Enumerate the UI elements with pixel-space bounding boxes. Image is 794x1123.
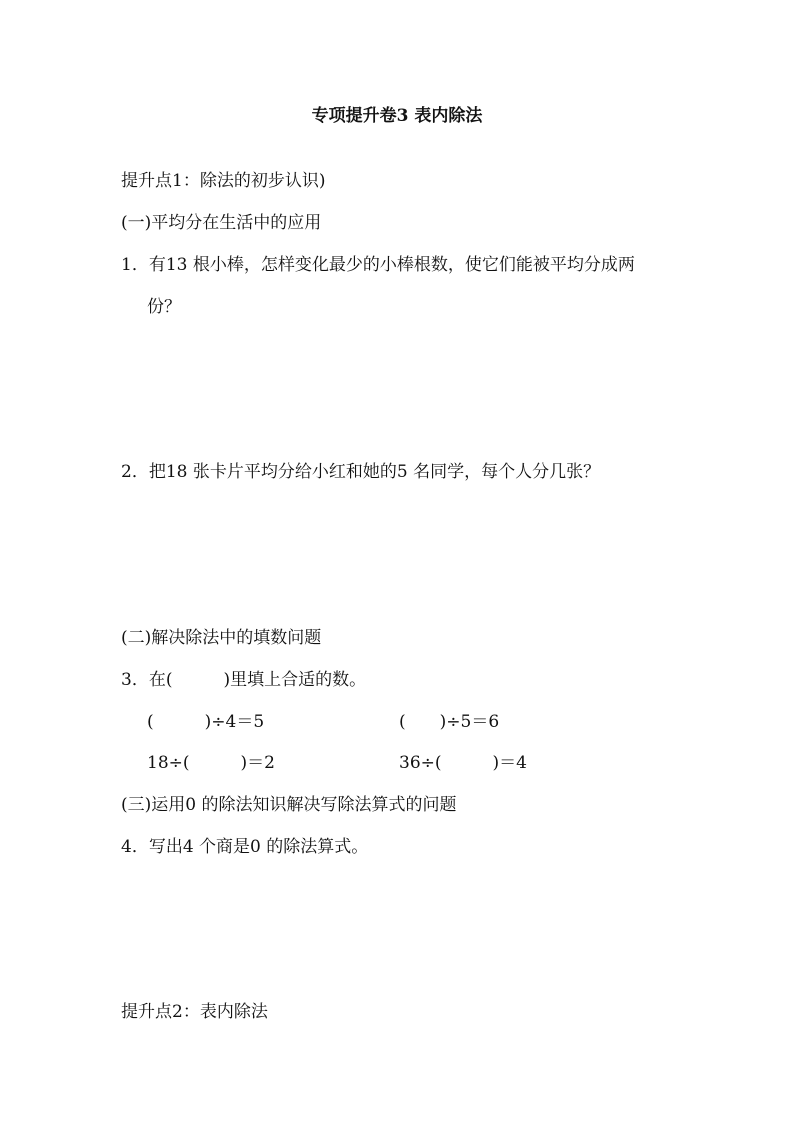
subsection-heading-1: (一)平均分在生活中的应用 (121, 213, 322, 233)
question-3: 3．在( )里填上合适的数。 (121, 670, 367, 690)
equation-1: ( )÷4＝5 (147, 712, 265, 732)
question-2: 2．把18 张卡片平均分给小红和她的5 名同学，每个人分几张？ (121, 462, 601, 482)
question-1-line-2: 份？ (147, 297, 181, 317)
section-heading-1: 提升点1：除法的初步认识) (121, 171, 326, 191)
equation-2: ( )÷5＝6 (399, 712, 500, 732)
subsection-heading-3: (三)运用0 的除法知识解决写除法算式的问题 (121, 795, 457, 815)
section-heading-2: 提升点2：表内除法 (121, 1002, 268, 1022)
question-4: 4．写出4 个商是0 的除法算式。 (121, 837, 369, 857)
page-title: 专项提升卷3 表内除法 (311, 106, 483, 126)
question-1-line-1: 1．有13 根小棒，怎样变化最少的小棒根数，使它们能被平均分成两 (121, 255, 635, 275)
equation-3: 18÷( )＝2 (147, 753, 275, 773)
subsection-heading-2: (二)解决除法中的填数问题 (121, 628, 322, 648)
equation-4: 36÷( )＝4 (399, 753, 527, 773)
